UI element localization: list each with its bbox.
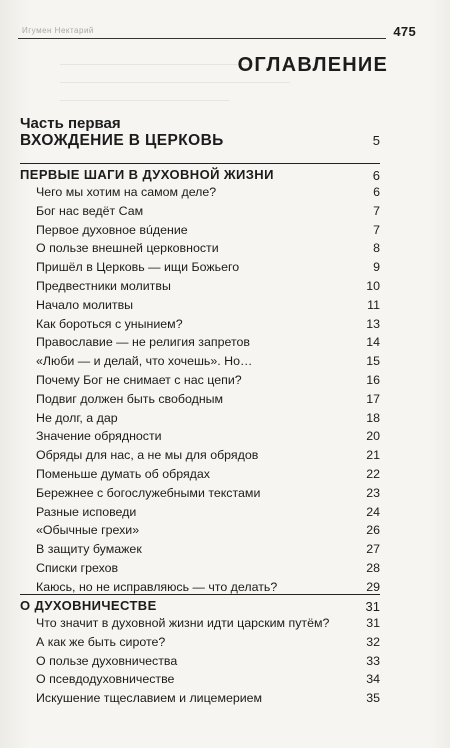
toc-entry[interactable] — [20, 485, 380, 504]
toc-section — [20, 163, 380, 598]
toc-entry[interactable] — [20, 410, 380, 429]
part-label: Часть первая — [20, 115, 121, 132]
toc-entry[interactable] — [20, 541, 380, 560]
toc-entry[interactable] — [20, 466, 380, 485]
toc-entry[interactable] — [20, 522, 380, 541]
toc-entry[interactable] — [20, 504, 380, 523]
entry-page-number: 17 — [366, 391, 380, 406]
entry-title: Почему Бог не снимает с нас цепи? — [36, 372, 242, 387]
bleed-through — [60, 100, 230, 101]
entry-title: Обряды для нас, а не мы для обрядов — [36, 448, 259, 463]
entry-title: Разные исповеди — [36, 504, 137, 519]
entry-title: «Люби — и делай, что хочешь». Но… — [36, 354, 253, 369]
entry-page-number: 14 — [366, 335, 380, 350]
toc-entry[interactable] — [20, 615, 380, 634]
section-title: ПЕРВЫЕ ШАГИ В ДУХОВНОЙ ЖИЗНИ — [20, 167, 274, 182]
entry-page-number: 7 — [373, 203, 380, 218]
entry-page-number: 28 — [366, 560, 380, 575]
entry-title: Значение обрядности — [36, 429, 162, 444]
entry-page-number: 20 — [366, 429, 380, 444]
toc-entry[interactable] — [20, 297, 380, 316]
entry-title: Подвиг должен быть свободным — [36, 391, 224, 406]
entry-title: Православие — не религия запретов — [36, 335, 250, 350]
toc-entry[interactable] — [20, 240, 380, 259]
entry-page-number: 15 — [366, 354, 380, 369]
entry-page-number: 26 — [366, 523, 380, 538]
entry-title: Предвестники молитвы — [36, 278, 171, 293]
toc-entry[interactable] — [20, 353, 380, 372]
entry-title: Что значит в духовной жизни идти царским путём? — [36, 616, 330, 630]
entry-title: Пришёл в Церковь — ищи Божьего — [36, 260, 240, 275]
page-number: 475 — [393, 24, 416, 39]
toc-section — [20, 594, 380, 709]
entry-title: Как бороться с унынием? — [36, 316, 183, 331]
toc-entry[interactable] — [20, 447, 380, 466]
entry-page-number: 24 — [366, 504, 380, 519]
section-page-number: 31 — [365, 599, 380, 614]
entry-title: Каюсь, но не исправляюсь — что делать? — [36, 579, 278, 594]
entry-page-number: 34 — [366, 672, 380, 687]
part-heading — [20, 116, 380, 150]
entry-page-number: 22 — [366, 466, 380, 481]
toc-entry[interactable] — [20, 560, 380, 579]
entry-page-number: 21 — [366, 448, 380, 463]
entry-title: Чего мы хотим на самом деле? — [36, 185, 217, 199]
section-heading[interactable] — [20, 163, 380, 184]
entry-page-number: 27 — [366, 542, 380, 557]
toc-entry[interactable] — [20, 391, 380, 410]
entry-page-number: 8 — [373, 241, 380, 256]
section-page-number: 6 — [372, 168, 380, 183]
entry-page-number: 9 — [373, 260, 380, 275]
bleed-through — [60, 64, 250, 65]
entry-title: В защиту бумажек — [36, 542, 142, 557]
toc-entry[interactable] — [20, 259, 380, 278]
toc-entry[interactable] — [20, 222, 380, 241]
entry-page-number: 11 — [367, 297, 380, 312]
header-rule — [18, 38, 386, 39]
entry-page-number: 18 — [366, 410, 380, 425]
toc-entry[interactable] — [20, 203, 380, 222]
entry-title: О пользе духовничества — [36, 653, 178, 668]
toc-entry[interactable] — [20, 184, 380, 203]
toc-title: ОГЛАВЛЕНИЕ — [237, 54, 388, 76]
part-name: ВХОЖДЕНИЕ В ЦЕРКОВЬ — [20, 132, 224, 149]
entry-page-number: 35 — [366, 691, 380, 706]
entry-title: Поменьше думать об обрядах — [36, 466, 210, 481]
toc-entry[interactable] — [20, 634, 380, 653]
entry-title: «Обычные грехи» — [36, 523, 140, 538]
entry-page-number: 29 — [366, 579, 380, 594]
toc-entry[interactable] — [20, 653, 380, 672]
entry-title: Искушение тщеславием и лицемерием — [36, 691, 263, 706]
bleed-through — [60, 82, 290, 83]
entry-title: О пользе внешней церковности — [36, 241, 219, 256]
toc-entry[interactable] — [20, 671, 380, 690]
entry-page-number: 16 — [366, 372, 380, 387]
toc-entry[interactable] — [20, 334, 380, 353]
entry-title: А как же быть сироте? — [36, 634, 166, 649]
entry-title: О псевдодуховничестве — [36, 672, 175, 687]
entry-page-number: 23 — [366, 485, 380, 500]
entry-title: Списки грехов — [36, 560, 119, 575]
entry-page-number: 31 — [366, 616, 380, 630]
entry-title: Первое духовное вúдение — [36, 222, 188, 237]
entry-title: Начало молитвы — [36, 297, 134, 312]
toc-entry[interactable] — [20, 428, 380, 447]
entry-page-number: 6 — [373, 185, 380, 199]
running-head: Игумен Нектарий — [22, 26, 94, 35]
entry-title: Не долг, а дар — [36, 410, 118, 425]
entry-title: Бережнее с богослужебными текстами — [36, 485, 261, 500]
part-page-number: 5 — [372, 133, 380, 148]
section-title: О ДУХОВНИЧЕСТВЕ — [20, 598, 157, 613]
toc-entry[interactable] — [20, 372, 380, 391]
entry-page-number: 33 — [366, 653, 380, 668]
entry-page-number: 7 — [373, 222, 380, 237]
entry-title: Бог нас ведёт Сам — [36, 203, 144, 218]
entry-page-number: 32 — [366, 634, 380, 649]
toc-entry[interactable] — [20, 690, 380, 709]
section-heading[interactable] — [20, 594, 380, 615]
toc-entry[interactable] — [20, 316, 380, 335]
toc-entry[interactable] — [20, 278, 380, 297]
entry-page-number: 10 — [366, 278, 380, 293]
entry-page-number: 13 — [366, 316, 380, 331]
